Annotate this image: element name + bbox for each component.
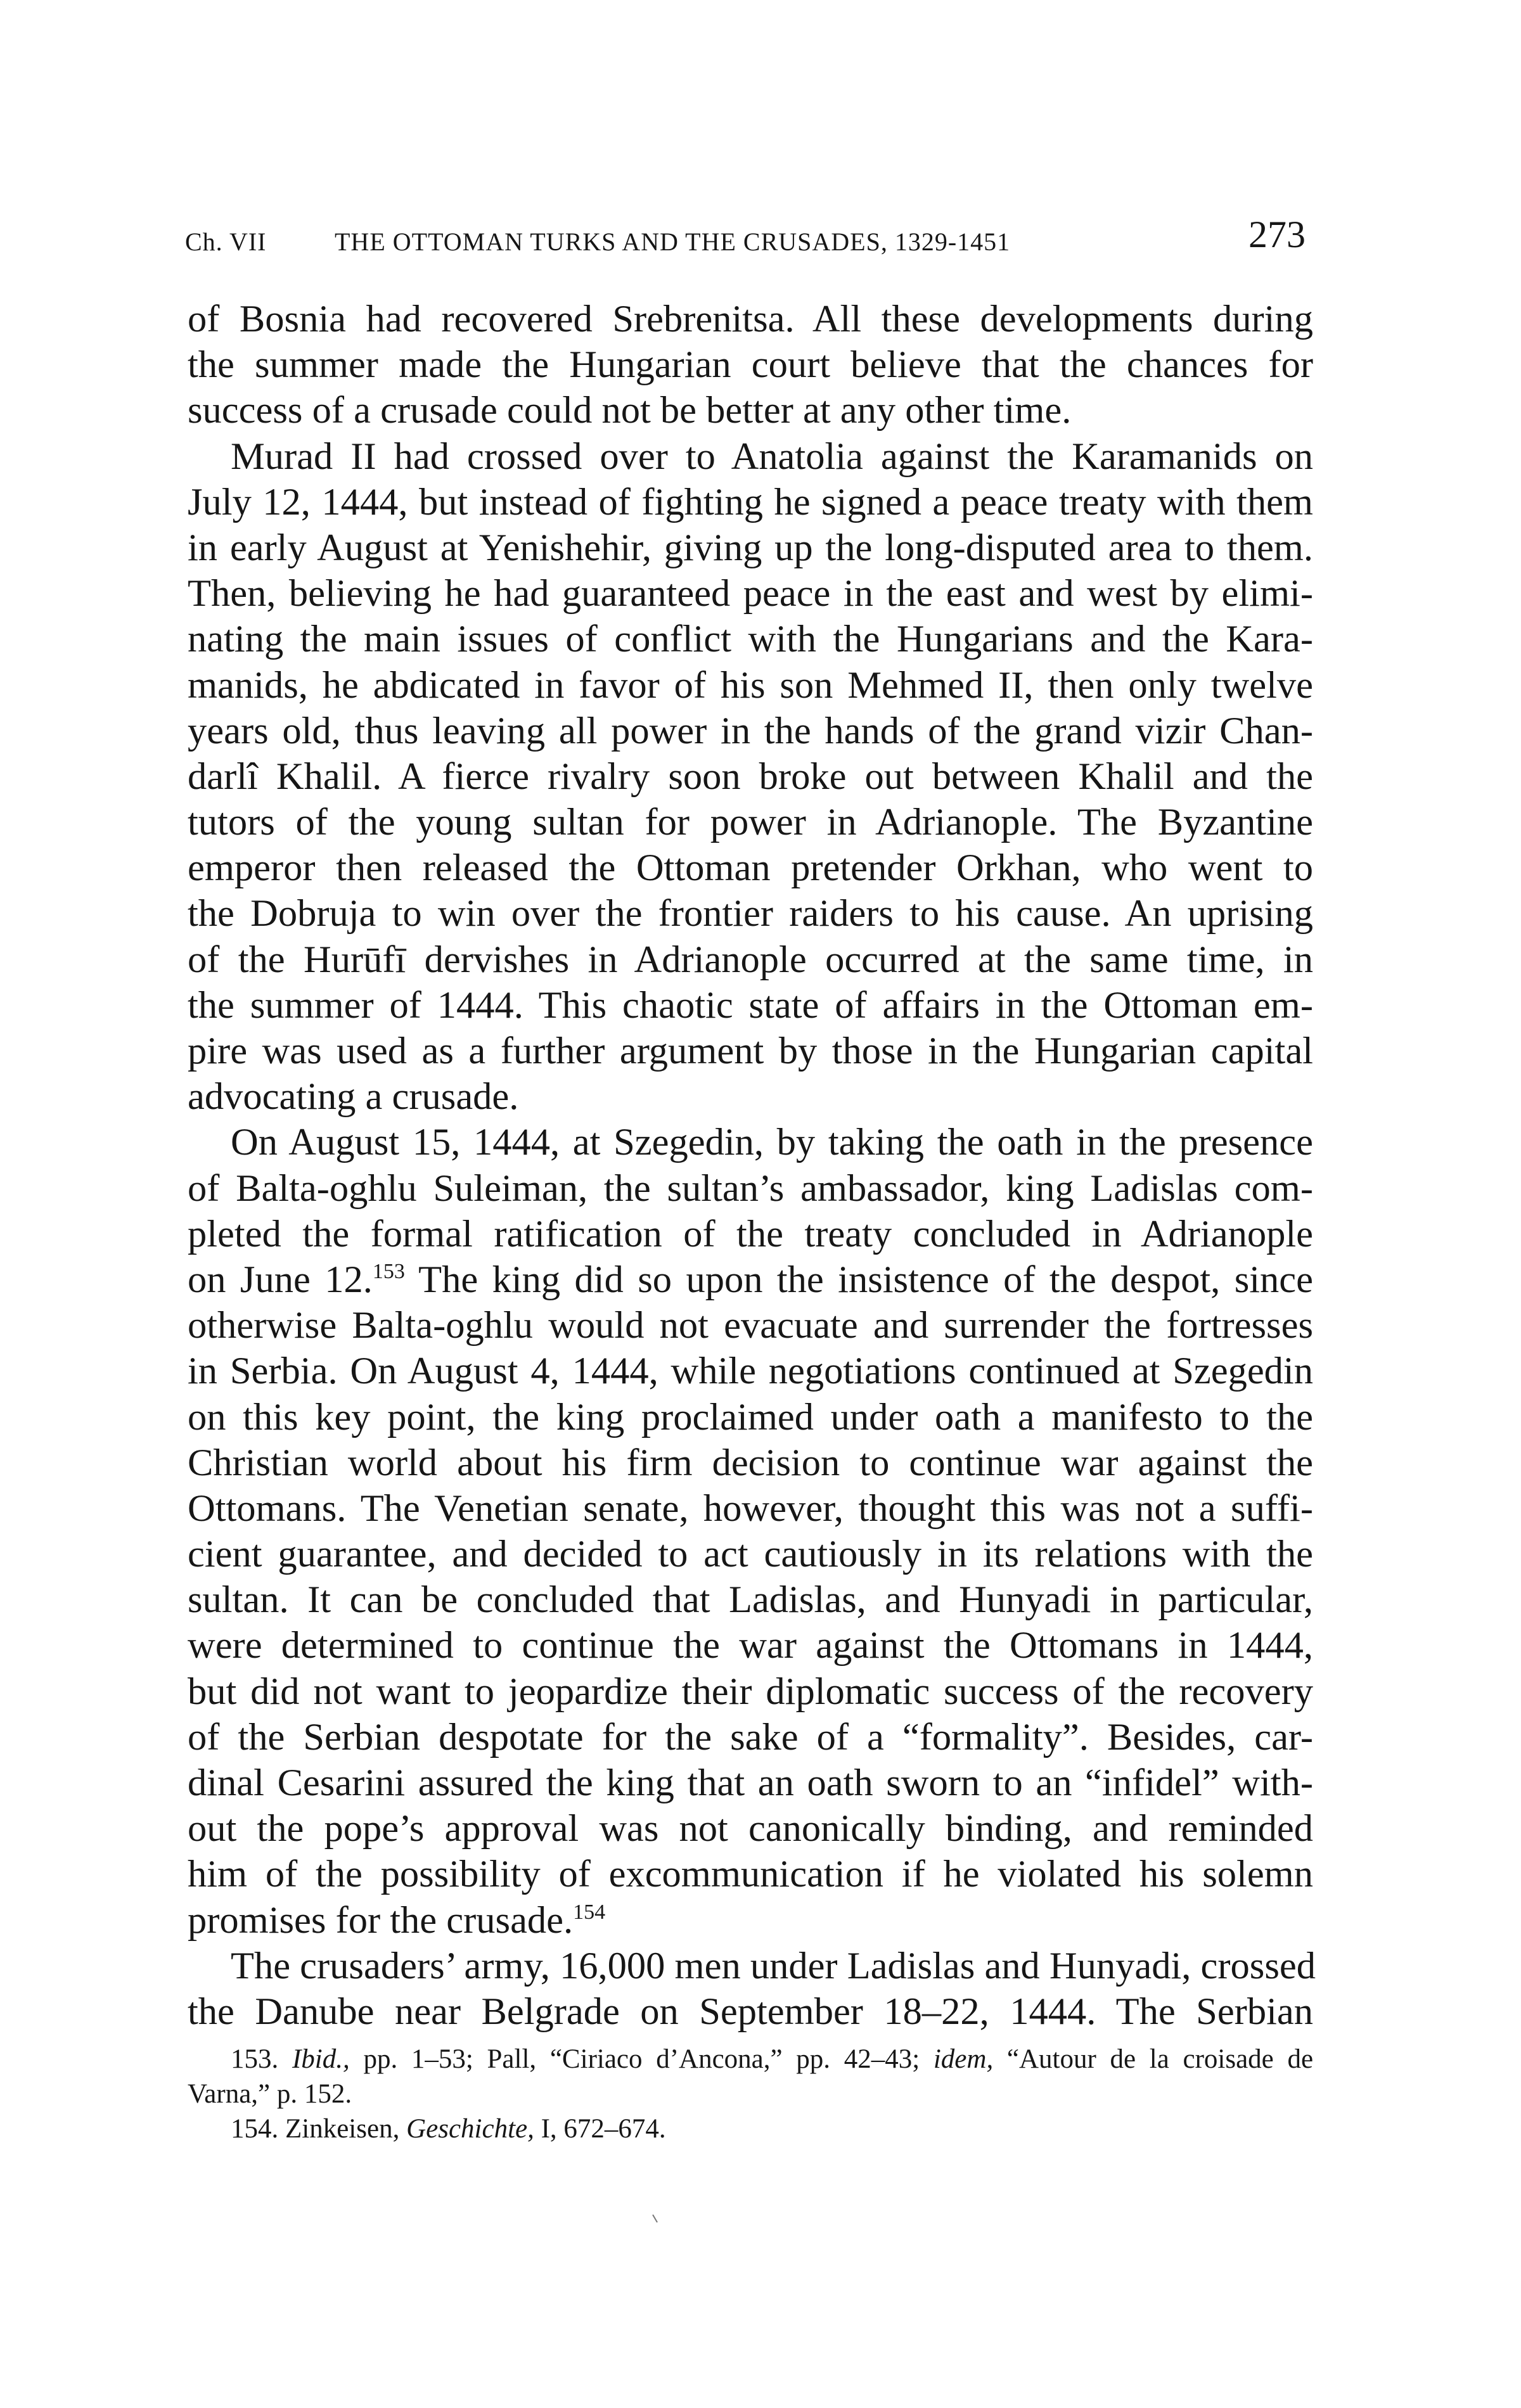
text-line: otherwise Balta-oghlu would not evacuate and surrender the fortresses [188,1304,1313,1347]
text-line: the Danube near Belgrade on September 18–22, 1444. The Serbian [188,1990,1313,2033]
text-line: advocating a crusade. [188,1075,519,1118]
text-line: Ottomans. The Venetian senate, however, thought this was not a suffi- [188,1487,1313,1530]
text-line: success of a crusade could not be better at any other time. [188,389,1072,432]
text-line: nating the main issues of conflict with the Hungarians and the Kara- [188,618,1313,661]
text-line: sultan. It can be concluded that Ladislas, and Hunyadi in particular, [188,1579,1313,1622]
text-line: of Balta-oghlu Suleiman, the sultan’s ambassador, king Ladislas com- [188,1167,1313,1210]
text-line: manids, he abdicated in favor of his son Mehmed II, then only twelve [188,663,1313,707]
text-line: out the pope’s approval was not canonically binding, and reminded [188,1807,1313,1850]
text-line: the summer made the Hungarian court believe that the chances for [188,343,1313,387]
footnote-154 [188,2111,1313,2146]
text-line: the Dobruja to win over the frontier raiders to his cause. An uprising [188,892,1313,935]
text-line: of the Serbian despotate for the sake of a “formality”. Besides, car- [188,1715,1313,1758]
text-line: pire was used as a further argument by those in the Hungarian capital [188,1030,1313,1072]
text-line: but did not want to jeopardize their diplomatic success of the recovery [188,1670,1313,1713]
text-line: dinal Cesarini assured the king that an oath sworn to an “infidel” with- [188,1762,1313,1804]
chapter-label: Ch. VII [185,227,267,256]
footnote-text: pp. 1–53; Pall, “Ciriaco d’Ancona,” pp. 42–43; [363,2044,920,2074]
text-line: on this key point, the king proclaimed under oath a manifesto to the [188,1395,1313,1438]
note-ref-154: 154 [573,1900,606,1924]
text-line: of Bosnia had recovered Srebrenitsa. All these developments during [188,298,1313,340]
line-text: promises for the crusade. [188,1899,574,1942]
body-text [188,297,1316,2035]
text-line-with-note [188,1898,1313,1944]
running-title: THE OTTOMAN TURKS AND THE CRUSADES, 1329-1451 [335,227,1011,256]
running-head [185,213,1313,270]
line-text: The king did so upon the insistence of the despot, since [418,1258,1313,1301]
text-line: of the Hurūfī dervishes in Adrianople occurred at the same time, in [188,938,1313,981]
footnote-text: “Autour de la croisade de [1006,2044,1314,2074]
footnote-ibid: Ibid., [292,2044,350,2074]
footnote-number: 153. [231,2044,279,2074]
footnotes [188,2042,1313,2146]
footnote-text: Zinkeisen, [285,2114,400,2144]
text-line-with-note [188,1257,1313,1303]
text-line: cient guarantee, and decided to act cautiously in its relations with the [188,1533,1313,1576]
footnote-idem: idem, [933,2044,994,2074]
footnote-work-title: Geschichte, [406,2114,534,2144]
footnote-153-continued: Varna,” p. 152. [188,2079,352,2109]
text-line: pleted the formal ratification of the treaty concluded in Adrianople [188,1212,1313,1255]
text-line: were determined to continue the war against the Ottomans in 1444, [188,1624,1313,1667]
text-line: in early August at Yenishehir, giving up the long-disputed area to them. [188,526,1313,569]
text-line: Murad II had crossed over to Anatolia against the Karamanids on [231,435,1313,478]
scan-mark [652,2212,662,2222]
text-line: him of the possibility of excommunication if he violated his solemn [188,1853,1313,1896]
note-ref-153: 153 [372,1259,405,1283]
footnote-153 [188,2042,1313,2077]
page-number: 273 [1248,214,1306,255]
text-line: tutors of the young sultan for power in Adrianople. The Byzantine [188,801,1313,844]
text-line: years old, thus leaving all power in the hands of the grand vizir Chan- [188,709,1313,752]
text-line: The crusaders’ army, 16,000 men under Ladislas and Hunyadi, crossed [231,1944,1316,1987]
text-line: in Serbia. On August 4, 1444, while negotiations continued at Szegedin [188,1350,1313,1393]
footnote-text: I, 672–674. [541,2114,666,2144]
text-line: On August 15, 1444, at Szegedin, by taking the oath in the presence [231,1121,1313,1164]
text-line: darlî Khalil. A fierce rivalry soon broke out between Khalil and the [188,755,1313,798]
footnote-number: 154. [231,2114,279,2144]
text-line: July 12, 1444, but instead of fighting he signed a peace treaty with them [188,480,1313,523]
text-line: Then, believing he had guaranteed peace in the east and west by elimi- [188,572,1313,615]
text-line: Christian world about his firm decision to continue war against the [188,1441,1313,1484]
text-line: the summer of 1444. This chaotic state of affairs in the Ottoman em- [188,983,1313,1027]
line-text: on June 12. [188,1258,373,1301]
text-line: emperor then released the Ottoman pretender Orkhan, who went to [188,847,1313,890]
